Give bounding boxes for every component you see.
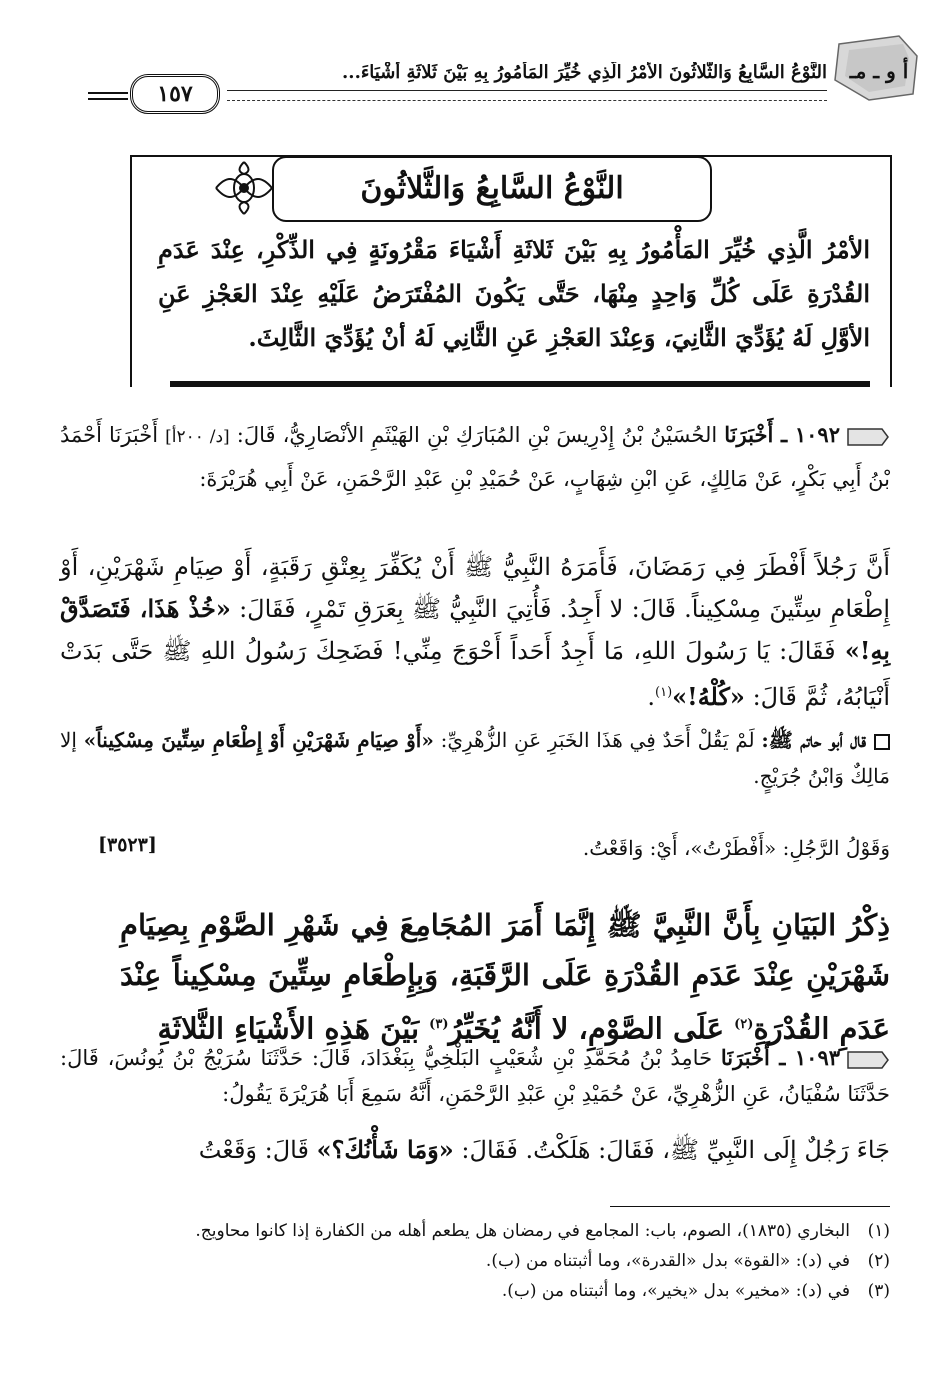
prophetic-quote: «خُذْ هَذَا، فَتَصَدَّقْ بِهِ!» — [60, 594, 890, 665]
footnote-rule — [610, 1206, 890, 1207]
hadith-number: ١٠٩٣ ـ أَخْبَرَنَا — [720, 1045, 841, 1070]
running-header: النَّوْعُ السَّابِعُ وَالثَّلاثُونَ الأمْرُ الَّذِي خُيِّرَ المَأْمُورُ بِهِ بَيْنَ ثَلاثَةِ أشْيَاءَ... — [342, 62, 827, 83]
corner-puzzle-ornament — [829, 34, 921, 104]
header-dash — [88, 92, 128, 94]
hadith-1092-isnad — [60, 414, 890, 500]
comment-text: لَمْ يَقُلْ أَحَدٌ فِي هَذَا الخَبَرِ عَنِ الزُّهْرِيِّ: — [440, 728, 755, 752]
isnad-text: أَخْبَرَنَا أَحْمَدُ بْنُ أَبِي بَكْرٍ، عَنْ مَالِكٍ، عَنِ ابْنِ شِهَابٍ، عَنْ حُمَيْدِ بْنِ عَبْدِ الرَّحْمَنِ، عَنْ أَبِي هُرَيْرَةَ: — [60, 423, 890, 491]
explanation-line: وَقَوْلُ الرَّجُلِ: «أَفْطَرْتُ»، أَيْ: وَاقَعْتُ. — [582, 836, 890, 860]
hadith-1093-isnad — [60, 1040, 890, 1112]
square-bullet-icon — [874, 734, 890, 750]
isnad-text: الحُسَيْنُ بْنُ إِدْرِيسَ بْنِ المُبَارَكِ بْنِ الهَيْثَمِ الأنْصَارِيُّ، قَالَ: — [236, 423, 718, 447]
header-dash — [88, 98, 128, 100]
comment-lead: قال أبو حاتم ﷺ: — [761, 728, 867, 752]
header-rule-dashed — [227, 100, 827, 101]
footnote-number: (١) — [867, 1221, 890, 1241]
heading-text: عَلَى الصَّوْمِ، لا أَنَّهُ يُخَيِّرُ — [448, 1011, 725, 1046]
footnote-number: (٢) — [867, 1251, 890, 1271]
footnote-text: البخاري (١٨٣٥)، الصوم، باب: المجامع في رمضان هل يطعم أهله من الكفارة إذا كانوا محاويج. — [195, 1221, 850, 1241]
section-heading — [120, 900, 890, 1054]
abu-hatim-comment — [60, 722, 890, 794]
hadith-1093-matn — [60, 1130, 890, 1170]
isnad-text: حَامِدُ بْنُ مُحَمَّدِ بْنِ شُعَيْبٍ البَلْخِيُّ بِبَغْدَادَ، قَالَ: حَدَّثَنَا سُرَيْجُ بْنُ يُونُسَ، قَالَ: حَدَّثَنَا سُفْيَانُ، عَنِ الزُّهْرِيِّ، عَنْ حُمَيْدِ بْنِ عَبْدِ الرَّحْمَنِ، أَنَّهُ سَمِعَ أَبَا هُرَيْرَةَ يَقُولُ: — [60, 1046, 890, 1106]
hadith-1092-matn: أَنَّ رَجُلاً أَفْطَرَ فِي رَمَضَانَ، فَأَمَرَهُ النَّبِيُّ ﷺ أَنْ يُكَفِّرَ بِعِتْقِ رَقَبَةٍ، أَوْ صِيَامِ شَهْرَيْنِ، أَوْ إِطْعَامِ سِتِّينَ مِسْكِيناً. قَالَ: لا أَجِدُ. فَأُتِيَ النَّبِيُّ ﷺ بِعَرَقِ تَمْرٍ، فَقَالَ: «خُذْ هَذَا، فَتَصَدَّقْ بِهِ!» فَقَالَ: يَا رَسُولَ اللهِ، مَا أَجِدُ أَحَداً أَحْوَجَ مِنِّي! فَضَحِكَ رَسُولُ اللهِ ﷺ حَتَّى بَدَتْ أَنْيَابُهُ، ثُمَّ قَالَ: «كُلْهُ!»$^{(١)}$. — [60, 553, 891, 711]
floral-ornament-icon — [212, 158, 276, 218]
hadith-reference-number: [٣٥٢٣] — [98, 834, 157, 856]
comment-end: إلا مَالِكٌ وَابْنُ جُرَيْجٍ. — [60, 728, 890, 788]
chapter-description: الأمْرُ الَّذِي خُيِّرَ المَأْمُورُ بِهِ بَيْنَ ثَلاثَةِ أَشْيَاءَ مَقْرُونَةٍ فِي الذِّكْرِ، عِنْدَ عَدَمِ القُدْرَةِ عَلَى كُلِّ وَاحِدٍ مِنْهَا، حَتَّى يَكُونَ المُفْتَرَضُ عَلَيْهِ عِنْدَ العَجْزِ عَنِ الأوَّلِ لَهُ يُؤَدِّيَ الثَّانِيَ، وَعِنْدَ العَجْزِ عَنِ الثَّانِي لَهُ أنْ يُؤَدِّيَ الثَّالِثَ. — [158, 235, 870, 352]
matn-text: جَاءَ رَجُلٌ إِلَى النَّبِيِّ ﷺ، فَقَالَ: هَلَكْتُ. فَقَالَ: — [461, 1136, 890, 1164]
matn-text: أَنَّ رَجُلاً أَفْطَرَ فِي رَمَضَانَ، فَأَمَرَهُ النَّبِيُّ ﷺ أَنْ يُكَفِّرَ بِعِتْقِ رَقَبَةٍ، أَوْ صِيَامِ شَهْرَيْنِ، أَوْ إِطْعَامِ سِتِّينَ مِسْكِيناً. قَالَ: لا أَجِدُ. فَأُتِيَ النَّبِيُّ ﷺ بِعَرَقِ تَمْرٍ، فَقَالَ: — [60, 553, 891, 623]
prophetic-quote: «وَمَا شَأْنُكَ؟» — [316, 1135, 454, 1164]
footnote-text: في (د): «القوة» بدل «القدرة»، وما أثبتناه من (ب). — [485, 1251, 850, 1271]
footnote-text: في (د): «مخير» بدل «يخير»، وما أثبتناه من (ب). — [501, 1281, 850, 1301]
comment-quote: «أَوْ صِيَامِ شَهْرَيْنِ أَوْ إِطْعَامِ سِتِّينَ مِسْكِيناً» — [83, 728, 434, 752]
page-number: ١٥٧ — [130, 74, 220, 114]
hadith-marker-icon — [846, 1048, 890, 1072]
footnotes — [90, 1216, 890, 1306]
footnote-ref: (٣) — [429, 1017, 449, 1032]
footnote-number: (٣) — [867, 1281, 890, 1301]
hadith-marker-icon — [846, 425, 890, 449]
footnote — [90, 1216, 890, 1246]
matn-text: فَقَالَ: يَا رَسُولَ اللهِ، مَا أَجِدُ أَحَداً أَحْوَجَ مِنِّي! فَضَحِكَ رَسُولُ اللهِ ﷺ حَتَّى بَدَتْ أَنْيَابُهُ، ثُمَّ قَالَ: — [60, 637, 890, 711]
corner-mark: أ و ـ مـ — [849, 59, 909, 83]
chapter-title: النَّوْعُ السَّابِعُ وَالثَّلاثُونَ — [272, 156, 712, 222]
matn-text: قَالَ: وَقَعْتُ — [198, 1136, 309, 1164]
heading-text: ذِكْرُ البَيَانِ بِأَنَّ النَّبِيَّ ﷺ إِنَّمَا أَمَرَ المُجَامِعَ فِي شَهْرِ الصَّوْمِ بِصِيَامِ شَهْرَيْنِ عِنْدَ عَدَمِ القُدْرَةِ عَلَى الرَّقَبَةِ، وَبِإِطْعَامِ سِتِّينَ مِسْكِيناً عِنْدَ عَدَمِ القُدْرَةِ — [120, 908, 890, 1046]
manuscript-reference: [د/ ٢٠٠أ] — [165, 427, 230, 447]
footnote-ref: (٢) — [734, 1017, 754, 1032]
footnote — [90, 1246, 890, 1276]
hadith-number: ١٠٩٢ ـ أَخْبَرَنَا — [724, 422, 840, 447]
prophetic-quote: «كُلْهُ!» — [672, 682, 745, 711]
footnote — [90, 1276, 890, 1306]
heading-text: بَيْنَ هَذِهِ الأَشْيَاءِ الثَّلاثَةِ — [157, 1011, 420, 1046]
header-rule — [227, 90, 827, 91]
footnote-ref: (١) — [655, 685, 673, 700]
chapter-bottom-rule — [170, 381, 870, 387]
